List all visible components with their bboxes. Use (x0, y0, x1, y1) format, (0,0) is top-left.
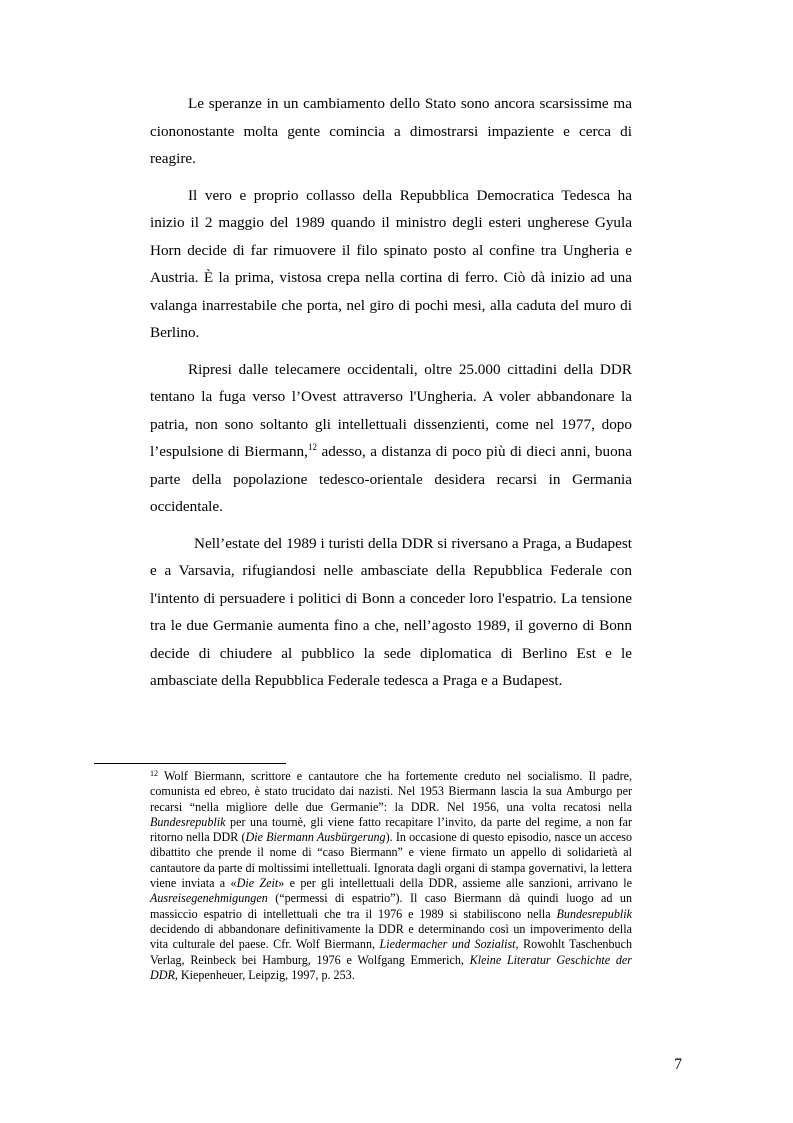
footnote-reference[interactable]: 12 (307, 442, 317, 452)
footnote-text: Wolf Biermann, scrittore e cantautore che ha fortemente creduto nel socialismo. Il padre, comunista ed ebreo, è stato trucidato dai nazisti. Nel 1953 Biermann lascia la sua Amburgo per recarsi “nella migliore delle due Germanie”: la DDR. Nel 1956, una volta recatosi nella (150, 769, 632, 814)
footnote-text: decidendo di abbandonare definitivamente la DDR e determinando così un impoverimento della vita culturale del paese. Cfr. Wolf Biermann, (150, 921, 632, 952)
footnote-text: (“permessi di espatrio”). Il caso Biermann dà quindi luogo ad un massiccio espatrio di intellettuali che tra il 1976 e 1989 si stabiliscono nella (150, 891, 632, 921)
paragraph-text: Ripresi dalle telecamere occidentali, oltre 25.000 cittadini della DDR tentano la fuga verso l’Ovest attraverso l'Ungheria. A voler abbandonare la patria, non sono soltanto gli intellettuali dissenzienti, come nel 1977, dopo l’espulsione di Biermann, (150, 360, 632, 460)
footnote-text: , Kiepenheuer, Leipzig, 1997, p. 253. (174, 967, 355, 982)
footnote-italic: Kleine Literatur Geschichte der DDR (150, 952, 632, 982)
paragraph-text: adesso, a distanza di poco più di dieci anni, buona parte della popolazione tedesco-orientale desidera recarsi in Germania occidentale. (150, 443, 632, 515)
footnote-text: » e per gli intellettuali della DDR, assieme alle sanzioni, arrivano le (278, 876, 632, 891)
paragraph: Il vero e proprio collasso della Repubblica Democratica Tedesca ha inizio il 2 maggio del 1989 quando il ministro degli esteri ungherese Gyula Horn decide di far rimuovere il filo spinato posto al confine tra Ungheria e Austria. È la prima, vistosa crepa nella cortina di ferro. Ciò dà inizio ad una valanga inarrestabile che porta, nel giro di pochi mesi, alla caduta del muro di Berlino. (150, 186, 632, 341)
footnote-italic: Die Zeit (236, 876, 279, 891)
paragraph (150, 356, 632, 521)
footnote-number: 12 (150, 769, 158, 778)
paragraph: Nell’estate del 1989 i turisti della DDR si riversano a Praga, a Budapest e a Varsavia, rifugiandosi nelle ambasciate della Repubblica Federale con l'intento di persuadere i politici di Bonn a conceder loro l'espatrio. La tensione tra le due Germanie aumenta fino a che, nell’agosto 1989, il governo di Bonn decide di chiudere al pubblico la sede diplomatica di Berlino Est e le ambasciate della Repubblica Federale tedesca a Praga e a Budapest. (150, 534, 632, 689)
footnote-text: , Rowohlt Taschenbuch Verlag, Reinbeck bei Hamburg, 1976 e Wolfgang Emmerich, (150, 937, 632, 967)
footnote-italic: Die Biermann Ausbürgerung (245, 830, 386, 845)
page-number: 7 (674, 1056, 682, 1073)
body-text (150, 90, 632, 704)
footnote (150, 769, 632, 983)
footnote-italic: Ausreisegenehmigungen (150, 891, 268, 906)
footnote-italic: Bundesrepublik (556, 906, 632, 921)
footnote-text: ). In occasione di questo episodio, nasce un acceso dibattito che prende il nome di “caso Biermann” e viene firmato un appello di solidarietà al cantautore da parte di moltissimi intellettuali. Ignorata dagli organi di stampa governativi, la lettera viene inviata a « (150, 830, 632, 891)
footnote-italic: Bundesrepublik (150, 814, 226, 829)
footnote-italic: Liedermacher und Sozialist (379, 937, 516, 952)
footnote-separator (94, 763, 286, 764)
paragraph: Le speranze in un cambiamento dello Stato sono ancora scarsissime ma ciononostante molta gente comincia a dimostrarsi impaziente e cerca di reagire. (150, 95, 632, 167)
footnote-text: per una tournè, gli viene fatto recapitare l’invito, da parte del regime, a non far ritorno nella DDR ( (150, 814, 632, 845)
